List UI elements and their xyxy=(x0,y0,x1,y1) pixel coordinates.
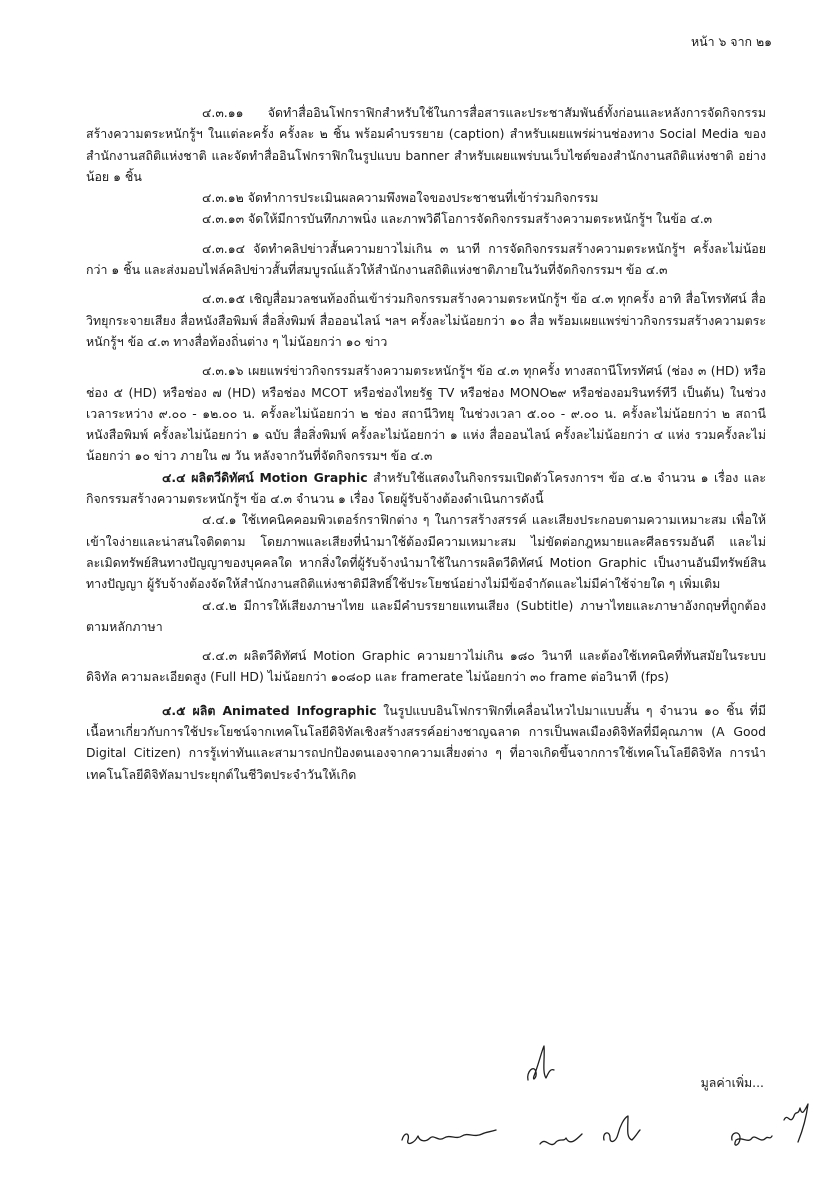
section-4-4 xyxy=(86,467,766,510)
section-4-5 xyxy=(86,700,766,785)
signature-5 xyxy=(780,1098,816,1148)
signature-3 xyxy=(598,1112,642,1152)
signature-2 xyxy=(536,1122,586,1154)
paragraph-4-4-1: ๔.๔.๑ ใช้เทคนิคคอมพิวเตอร์กราฟิกต่าง ๆ ในการสร้างสรรค์ และเสียงประกอบตามความเหมาะสม เพื่อให้เข้าใจง่ายและน่าสนใจติดตาม โดยภาพและเสียงที่นำมาใช้ต้องมีความเหมาะสม ไม่ขัดต่อกฎหมายและศีลธรรมอันดี และไม่ละเมิดทรัพย์สินทางปัญญาของบุคคลใด หากสิ่งใดที่ผู้รับจ้างนำมาใช้ในการผลิตวีดิทัศน์ Motion Graphic เป็นงานอันมีทรัพย์สินทางปัญญา ผู้รับจ้างต้องจัดให้สำนักงานสถิติแห่งชาติมีสิทธิ์ใช้ประโยชน์อย่างไม่มีข้อจำกัดและไม่มีค่าใช้จ่ายใด ๆ เพิ่มเติม xyxy=(86,512,766,592)
section-4-4-text: สำหรับใช้แสดงในกิจกรรมเปิดตัวโครงการฯ ข้อ ๔.๒ จำนวน ๑ เรื่อง และกิจกรรมสร้างความตระหนักรู้ฯ ข้อ ๔.๓ จำนวน ๑ เรื่อง โดยผู้รับจ้างต้องดำเนินการดังนี้ xyxy=(86,469,766,507)
paragraph-4-4-3: ๔.๔.๓ ผลิตวีดิทัศน์ Motion Graphic ความยาวไม่เกิน ๑๘๐ วินาที และต้องใช้เทคนิคที่ทันสมัยในระบบดิจิทัล ความละเอียดสูง (Full HD) ไม่น้อยกว่า ๑๐๘๐p และ framerate ไม่น้อยกว่า ๓๐ frame ต่อวินาที (fps) xyxy=(86,648,766,685)
signature-center xyxy=(520,1042,560,1088)
page-number: หน้า ๖ จาก ๒๑ xyxy=(690,34,772,49)
paragraph-4-3-13: ๔.๓.๑๓ จัดให้มีการบันทึกภาพนิ่ง และภาพวิดีโอการจัดกิจกรรมสร้างความตระหนักรู้ฯ ในข้อ ๔.๓ xyxy=(202,211,713,227)
paragraph-4-3-12: ๔.๓.๑๒ จัดทำการประเมินผลความพึงพอใจของประชาชนที่เข้าร่วมกิจกรรม xyxy=(202,190,599,206)
paragraph-4-3-14: ๔.๓.๑๔ จัดทำคลิปข่าวสั้นความยาวไม่เกิน ๓ นาที การจัดกิจกรรมสร้างความตระหนักรู้ฯ ครั้งละไม่น้อยกว่า ๑ ชิ้น และส่งมอบไฟล์คลิปข่าวสั้นที่สมบูรณ์แล้วให้สำนักงานสถิติแห่งชาติภายในวันที่จัดกิจกรรมฯ ข้อ ๔.๓ xyxy=(86,240,766,278)
signature-1 xyxy=(400,1118,500,1154)
signature-4 xyxy=(726,1122,776,1154)
paragraph-4-4-2: ๔.๔.๒ มีการให้เสียงภาษาไทย และมีคำบรรยายแทนเสียง (Subtitle) ภาษาไทยและภาษาอังกฤษที่ถูกต้องตามหลักภาษา xyxy=(86,597,766,634)
paragraph-4-3-16: ๔.๓.๑๖ เผยแพร่ข่าวกิจกรรมสร้างความตระหนักรู้ฯ ข้อ ๔.๓ ทุกครั้ง ทางสถานีโทรทัศน์ (ช่อง ๓ (HD) หรือช่อง ๕ (HD) หรือช่อง ๗ (HD) หรือช่อง MCOT หรือช่องไทยรัฐ TV หรือช่อง MONO๒๙ หรือช่องอมรินทร์ทีวี เป็นต้น) ในช่วงเวลาระหว่าง ๙.๐๐ - ๑๒.๐๐ น. ครั้งละไม่น้อยกว่า ๒ ช่อง สถานีวิทยุ ในช่วงเวลา ๕.๐๐ - ๙.๐๐ น. ครั้งละไม่น้อยกว่า ๒ สถานี หนังสือพิมพ์ ครั้งละไม่น้อยกว่า ๑ ฉบับ สื่อสิ่งพิมพ์ ครั้งละไม่น้อยกว่า ๑ แห่ง สื่อออนไลน์ ครั้งละไม่น้อยกว่า ๔ แห่ง รวมครั้งละไม่น้อยกว่า ๑๐ ข่าว ภายใน ๗ วัน หลังจากวันที่จัดกิจกรรมฯ ข้อ ๔.๓ xyxy=(86,363,766,464)
section-4-4-heading: ๔.๔ ผลิตวีดิทัศน์ Motion Graphic xyxy=(162,469,368,485)
paragraph-4-3-15: ๔.๓.๑๕ เชิญสื่อมวลชนท้องถิ่นเข้าร่วมกิจกรรมสร้างความตระหนักรู้ฯ ข้อ ๔.๓ ทุกครั้ง อาทิ สื่อโทรทัศน์ สื่อวิทยุกระจายเสียง สื่อหนังสือพิมพ์ สื่อสิ่งพิมพ์ สื่อออนไลน์ ฯลฯ ครั้งละไม่น้อยกว่า ๑๐ สื่อ พร้อมเผยแพร่ข่าวกิจกรรมสร้างความตระหนักรู้ฯ ข้อ ๔.๓ ทางสื่อท้องถิ่นต่าง ๆ ไม่น้อยกว่า ๑๐ ข่าว xyxy=(86,291,766,349)
paragraph-4-3-11: ๔.๓.๑๑ จัดทำสื่ออินโฟกราฟิกสำหรับใช้ในการสื่อสารและประชาสัมพันธ์ทั้งก่อนและหลังการจัดกิจกรรมสร้างความตระหนักรู้ฯ ในแต่ละครั้ง ครั้งละ ๒ ชิ้น พร้อมคำบรรยาย (caption) สำหรับเผยแพร่ผ่านช่องทาง Social Media ของสำนักงานสถิติแห่งชาติ และจัดทำสื่ออินโฟกราฟิกในรูปแบบ banner สำหรับเผยแพร่บนเว็บไซต์ของสำนักงานสถิติแห่งชาติ อย่างน้อย ๑ ชิ้น xyxy=(86,105,766,184)
section-4-5-heading: ๔.๕ ผลิต Animated Infographic xyxy=(162,702,377,718)
document-body xyxy=(86,102,766,785)
section-4-5-text: ในรูปแบบอินโฟกราฟิกที่เคลื่อนไหวไปมาแบบสั้น ๆ จำนวน ๑๐ ชิ้น ที่มีเนื้อหาเกี่ยวกับการใช้ประโยชน์จากเทคโนโลยีดิจิทัลเชิงสร้างสรรค์อย่างชาญฉลาด การเป็นพลเมืองดิจิทัลที่มีคุณภาพ (A Good Digital Citizen) การรู้เท่าทันและสามารถปกป้องตนเองจากความเสี่ยงต่าง ๆ ที่อาจเกิดขึ้นจากการใช้เทคโนโลยีดิจิทัล การนำเทคโนโลยีดิจิทัลมาประยุกต์ในชีวิตประจำวันให้เกิด xyxy=(86,702,766,782)
continued-text: มูลค่าเพิ่ม... xyxy=(700,1075,764,1090)
